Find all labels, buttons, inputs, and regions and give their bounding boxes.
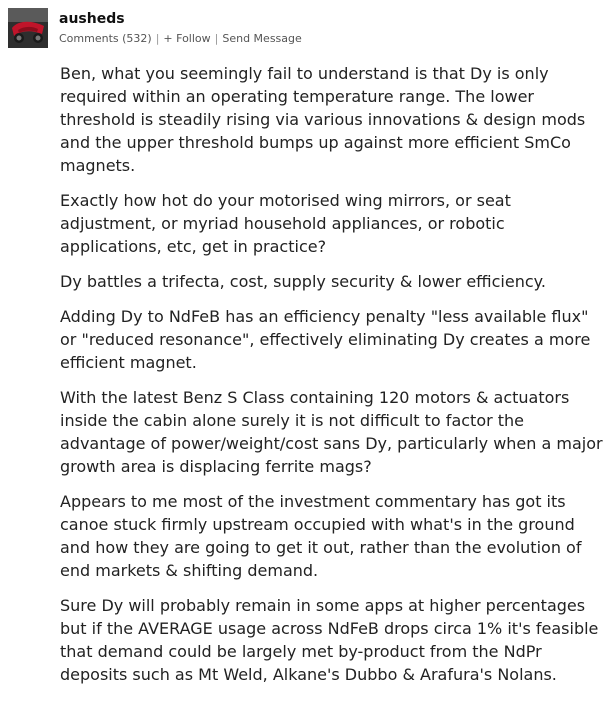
comment-paragraph: Dy battles a trifecta, cost, supply security & lower efficiency. [60, 272, 546, 291]
comments-count-link[interactable]: Comments (532) [59, 32, 152, 45]
avatar-image [8, 8, 48, 48]
user-avatar-icon[interactable] [8, 8, 48, 48]
comment-paragraph: Adding Dy to NdFeB has an efficiency penalty "less available flux" or "reduced resonance", effectively eliminating Dy creates a more efficient magnet. [60, 307, 591, 372]
follow-button[interactable]: + Follow [163, 32, 211, 45]
comment-paragraph: Sure Dy will probably remain in some apps at higher percentages but if the AVERAGE usage across NdFeB drops circa 1% it's feasible that demand could be largely met by-product from the NdPr deposits such as Mt Weld, Alkane's Dubbo & Arafura's Nolans. [60, 596, 599, 684]
comment-paragraph: With the latest Benz S Class containing 120 motors & actuators inside the cabin alone surely it is not difficult to factor the advantage of power/weight/cost sans Dy, particularly when a major growth area is displacing ferrite mags? [60, 388, 603, 476]
meta-separator: | [155, 32, 160, 45]
meta-separator: | [214, 32, 219, 45]
comment-paragraph: Appears to me most of the investment commentary has got its canoe stuck firmly upstream occupied with what's in the ground and how they are going to get it out, rather than the evolution of end markets & shifting demand. [60, 492, 582, 580]
author-name[interactable]: ausheds [59, 11, 125, 27]
comment-paragraph: Exactly how hot do your motorised wing mirrors, or seat adjustment, or myriad household appliances, or robotic applications, etc, get in practice? [60, 191, 511, 256]
comment-paragraph: Ben, what you seemingly fail to understand is that Dy is only required within an operating temperature range. The lower threshold is steadily rising via various innovations & design mods and the upper threshold bumps up against more efficient SmCo magnets. [60, 64, 586, 175]
send-message-link[interactable]: Send Message [222, 32, 302, 45]
comment-body [60, 62, 608, 698]
author-meta [59, 32, 302, 45]
comment-header [8, 8, 608, 52]
